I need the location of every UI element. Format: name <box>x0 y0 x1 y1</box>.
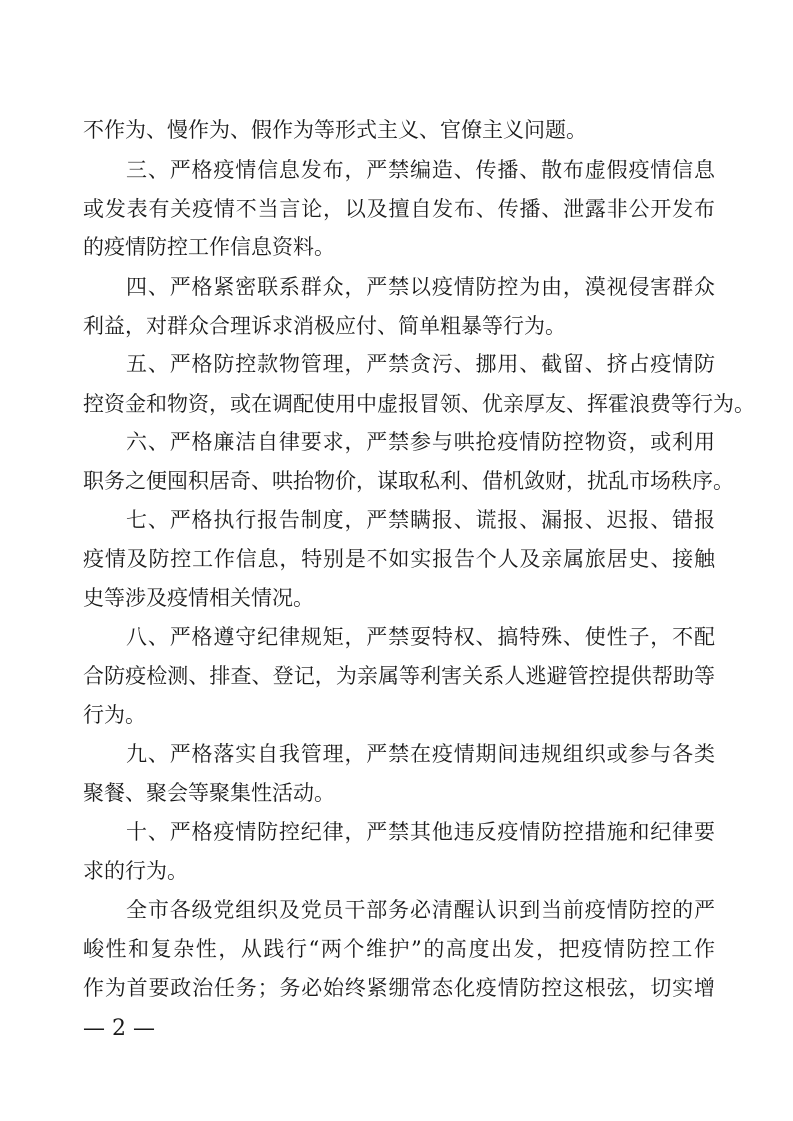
text-line: 峻性和复杂性，从践行“两个维护”的高度出发，把疫情防控工作 <box>83 937 715 961</box>
text-line: 职务之便囤积居奇、哄抬物价，谋取私利、借机敛财，扰乱市场秩序。 <box>83 469 734 493</box>
text-line: 疫情及防控工作信息，特别是不如实报告个人及亲属旅居史、接触 <box>83 547 715 571</box>
page-number: — 2 — <box>83 1016 155 1041</box>
text-line: 全市各级党组织及党员干部务必清醒认识到当前疫情防控的严 <box>126 898 715 922</box>
text-line: 行为。 <box>83 703 146 727</box>
text-line: 九、严格落实自我管理，严禁在疫情期间违规组织或参与各类 <box>126 742 715 766</box>
text-line: 三、严格疫情信息发布，严禁编造、传播、散布虚假疫情信息 <box>126 158 715 182</box>
text-line: 十、严格疫情防控纪律，严禁其他违反疫情防控措施和纪律要 <box>126 820 715 844</box>
text-line: 八、严格遵守纪律规矩，严禁耍特权、搞特殊、使性子，不配 <box>126 625 715 649</box>
text-line: 利益，对群众合理诉求消极应付、简单粗暴等行为。 <box>83 314 566 338</box>
text-line: 史等涉及疫情相关情况。 <box>83 586 314 610</box>
text-line: 合防疫检测、排查、登记，为亲属等利害关系人逃避管控提供帮助等 <box>83 664 715 688</box>
text-line: 的疫情防控工作信息资料。 <box>83 235 335 259</box>
text-line: 五、严格防控款物管理，严禁贪污、挪用、截留、挤占疫情防 <box>126 352 715 376</box>
text-line: 控资金和物资，或在调配使用中虚报冒领、优亲厚友、挥霍浪费等行为。 <box>83 392 755 416</box>
text-line: 聚餐、聚会等聚集性活动。 <box>83 781 335 805</box>
text-line: 六、严格廉洁自律要求，严禁参与哄抢疫情防控物资，或利用 <box>126 430 715 454</box>
text-line: 求的行为。 <box>83 859 188 883</box>
text-line: 不作为、慢作为、假作为等形式主义、官僚主义问题。 <box>83 118 587 142</box>
text-line: 四、严格紧密联系群众，严禁以疫情防控为由，漠视侵害群众 <box>126 275 715 299</box>
text-line: 作为首要政治任务；务必始终紧绷常态化疫情防控这根弦，切实增 <box>83 976 715 1000</box>
text-line: 七、严格执行报告制度，严禁瞒报、谎报、漏报、迟报、错报 <box>126 508 715 532</box>
text-line: 或发表有关疫情不当言论，以及擅自发布、传播、泄露非公开发布 <box>83 197 715 221</box>
